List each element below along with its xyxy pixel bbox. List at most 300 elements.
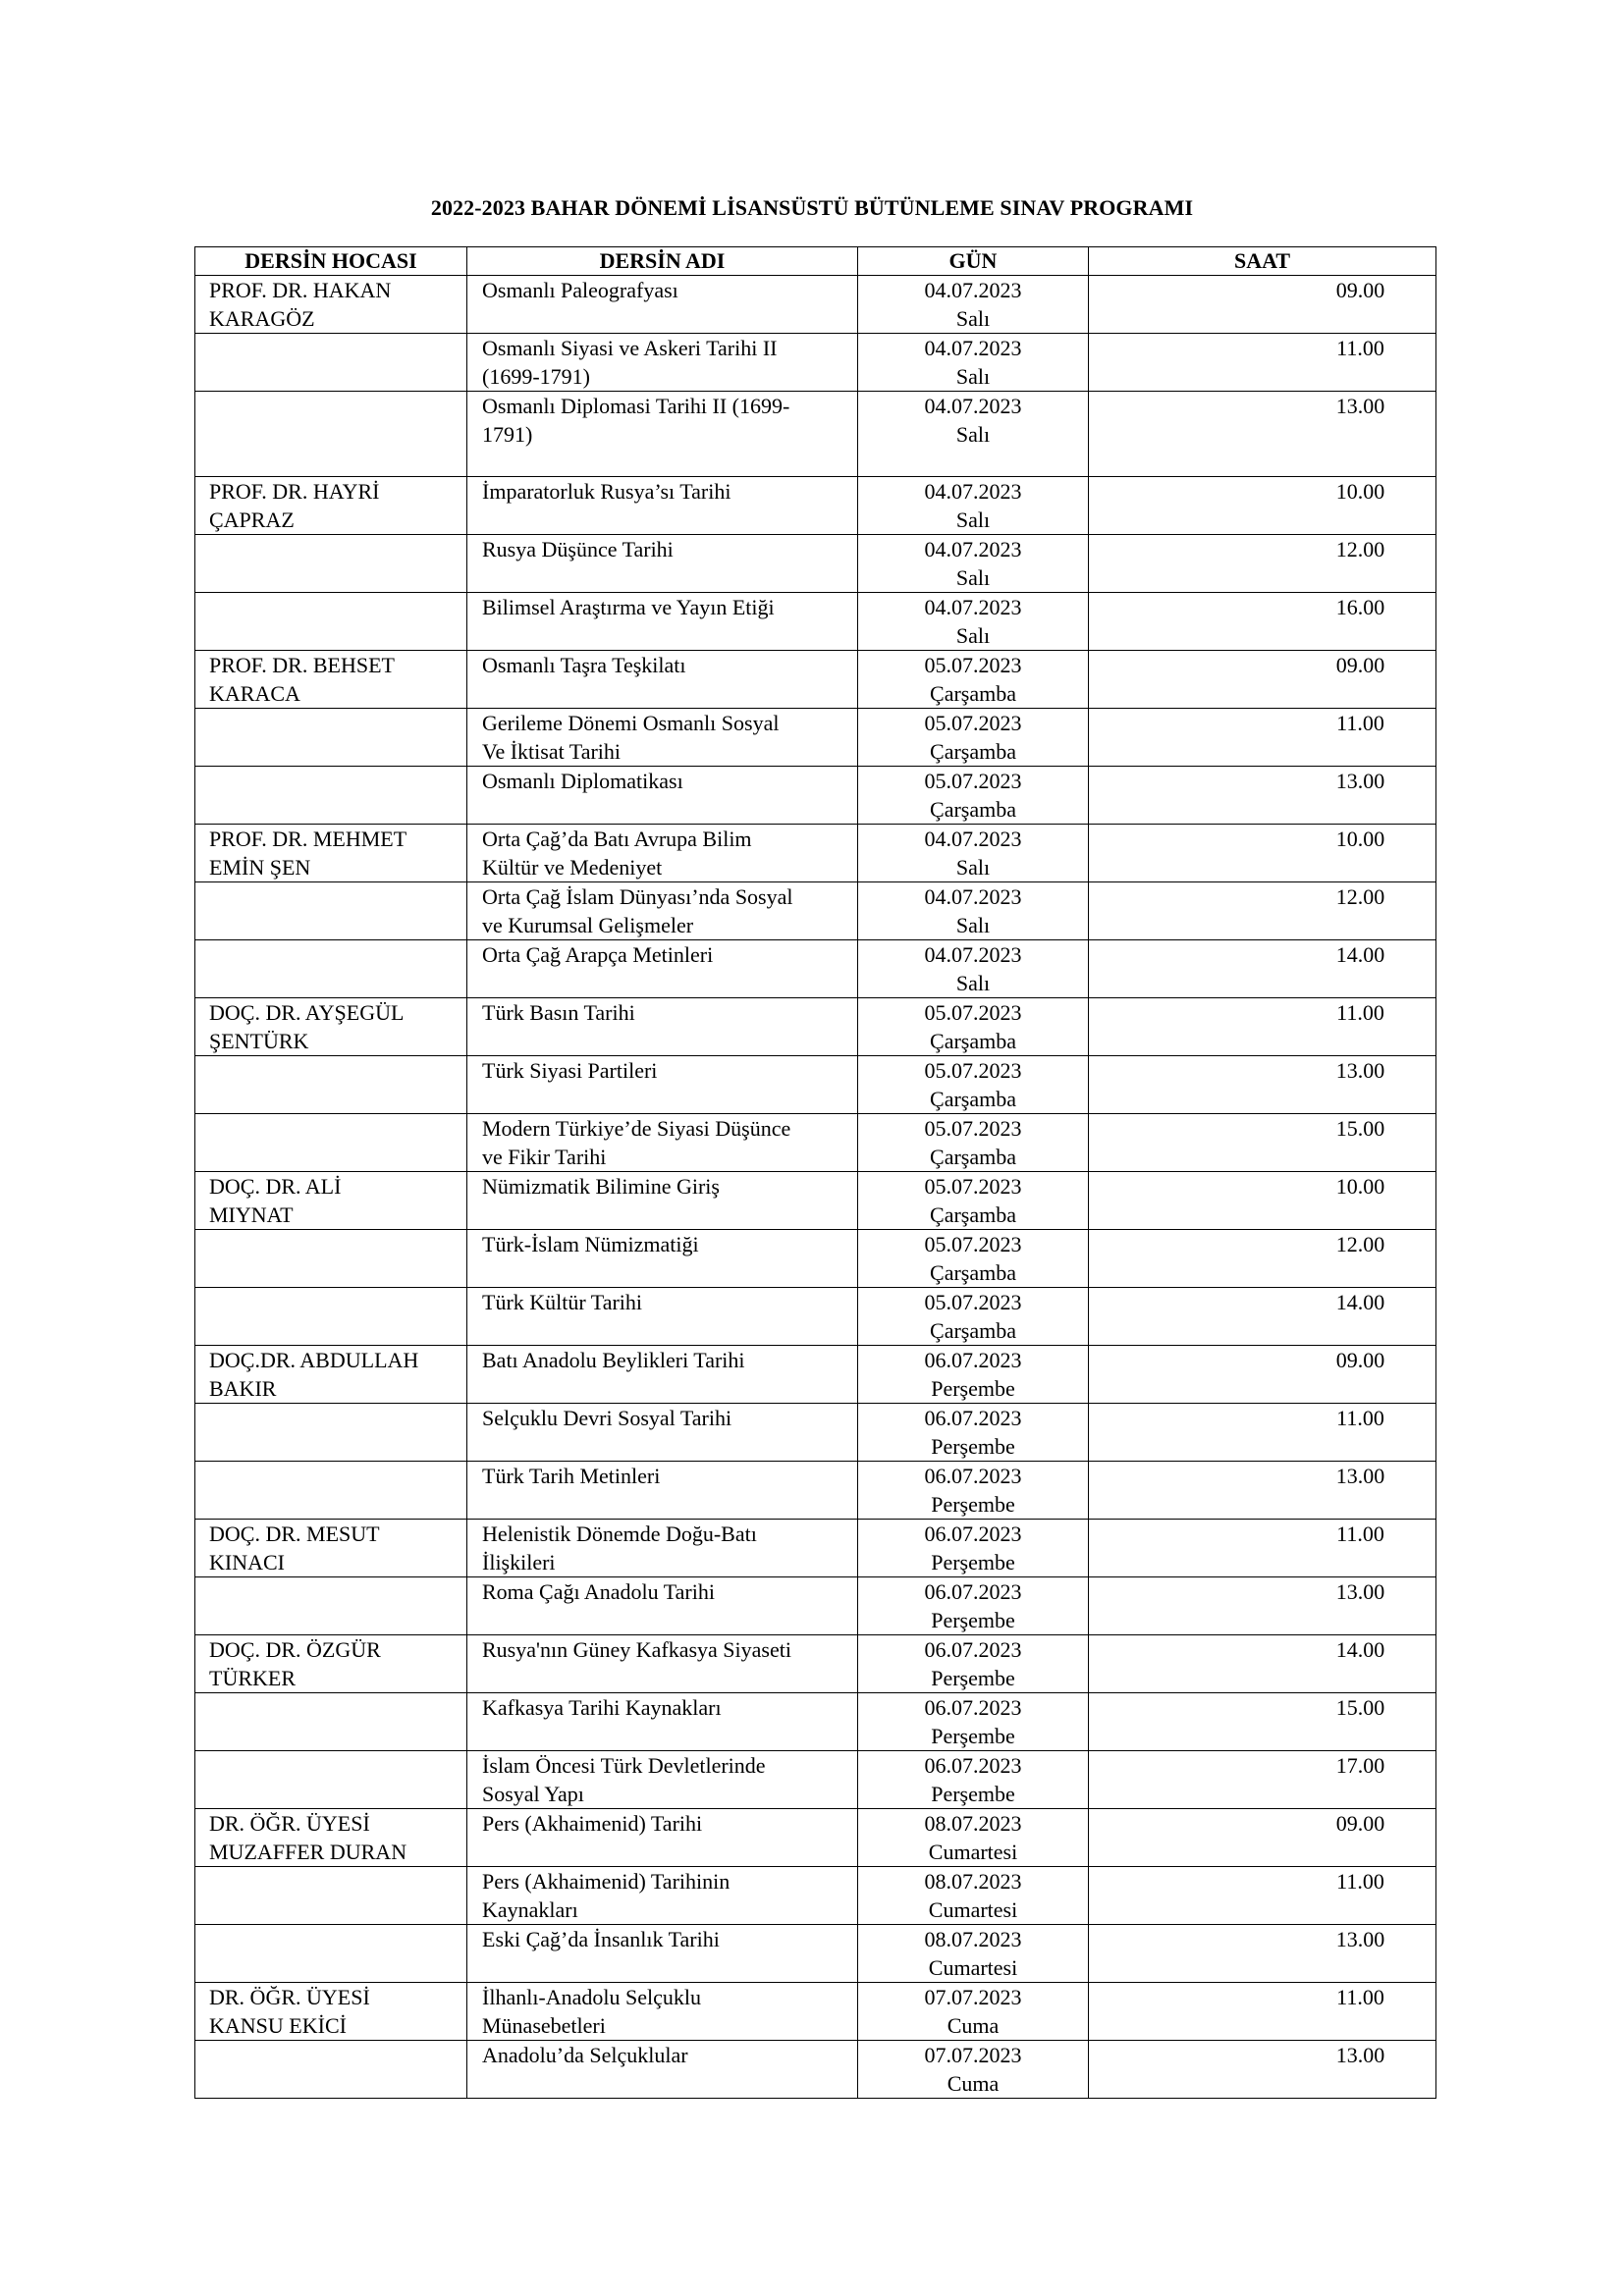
lecturer-name-line: DOÇ. DR. AYŞEGÜL <box>209 1000 405 1025</box>
exam-date: 06.07.2023 <box>924 1406 1022 1430</box>
exam-time: 13.00 <box>1335 1579 1385 1604</box>
exam-date: 08.07.2023 <box>924 1811 1022 1836</box>
time-cell <box>1089 477 1436 535</box>
exam-weekday: Perşembe <box>931 1376 1015 1401</box>
course-name-line: Anadolu’da Selçuklular <box>482 2043 688 2067</box>
exam-time: 13.00 <box>1335 394 1385 418</box>
lecturer-name-line: ÇAPRAZ <box>209 507 295 532</box>
time-cell <box>1089 1577 1436 1635</box>
exam-date: 06.07.2023 <box>924 1637 1022 1662</box>
exam-date: 08.07.2023 <box>924 1869 1022 1894</box>
page-title: 2022-2023 BAHAR DÖNEMİ LİSANSÜSTÜ BÜTÜNLEME SINAV PROGRAMI <box>430 195 1194 220</box>
table-header-row <box>195 247 1436 276</box>
lecturer-cell <box>195 1056 467 1114</box>
course-name-line: Kaynakları <box>482 1897 578 1922</box>
lecturer-cell <box>195 1751 467 1809</box>
exam-date: 06.07.2023 <box>924 1695 1022 1720</box>
lecturer-cell <box>195 535 467 593</box>
course-cell <box>467 392 858 477</box>
lecturer-name-line: KARACA <box>209 681 300 706</box>
exam-date: 06.07.2023 <box>924 1464 1022 1488</box>
course-name-line: Helenistik Dönemde Doğu-Batı <box>482 1522 757 1546</box>
course-cell <box>467 1288 858 1346</box>
exam-date: 06.07.2023 <box>924 1579 1022 1604</box>
exam-date: 05.07.2023 <box>924 711 1022 735</box>
time-cell <box>1089 535 1436 593</box>
course-name-line: Kafkasya Tarihi Kaynakları <box>482 1695 722 1720</box>
course-name-line: Gerileme Dönemi Osmanlı Sosyal <box>482 711 780 735</box>
day-cell <box>858 1462 1089 1520</box>
day-cell <box>858 1114 1089 1172</box>
exam-date: 04.07.2023 <box>924 479 1022 504</box>
time-cell <box>1089 1520 1436 1577</box>
exam-date: 04.07.2023 <box>924 537 1022 561</box>
time-cell <box>1089 392 1436 477</box>
exam-date: 05.07.2023 <box>924 1290 1022 1314</box>
exam-weekday: Çarşamba <box>930 1029 1016 1053</box>
exam-time: 11.00 <box>1336 1869 1384 1894</box>
course-cell <box>467 882 858 940</box>
course-cell <box>467 334 858 392</box>
lecturer-name-line: DOÇ. DR. ÖZGÜR <box>209 1637 381 1662</box>
course-name-line: Osmanlı Taşra Teşkilatı <box>482 653 686 677</box>
lecturer-cell <box>195 1346 467 1404</box>
course-cell <box>467 1635 858 1693</box>
course-cell <box>467 1462 858 1520</box>
day-cell <box>858 998 1089 1056</box>
time-cell <box>1089 1693 1436 1751</box>
exam-date: 05.07.2023 <box>924 1232 1022 1256</box>
exam-time: 12.00 <box>1335 1232 1385 1256</box>
exam-weekday: Çarşamba <box>930 1202 1016 1227</box>
exam-weekday: Cuma <box>947 2071 1000 2096</box>
time-cell <box>1089 2041 1436 2099</box>
day-cell <box>858 2041 1089 2099</box>
course-cell <box>467 825 858 882</box>
time-cell <box>1089 709 1436 767</box>
course-cell <box>467 1056 858 1114</box>
table-row <box>195 535 1436 593</box>
day-cell <box>858 1751 1089 1809</box>
course-cell <box>467 651 858 709</box>
lecturer-cell <box>195 1462 467 1520</box>
exam-weekday: Cumartesi <box>928 1897 1018 1922</box>
exam-time: 11.00 <box>1336 711 1384 735</box>
exam-weekday: Perşembe <box>931 1724 1015 1748</box>
exam-weekday: Salı <box>955 913 991 937</box>
course-name-line: Türk Basın Tarihi <box>482 1000 635 1025</box>
table-row <box>195 767 1436 825</box>
lecturer-name-line: DOÇ. DR. ALİ <box>209 1174 342 1199</box>
day-cell <box>858 1809 1089 1867</box>
course-name-line: Osmanlı Paleografyası <box>482 278 678 302</box>
day-cell <box>858 1925 1089 1983</box>
time-cell <box>1089 276 1436 334</box>
lecturer-name-line: BAKIR <box>209 1376 277 1401</box>
lecturer-cell <box>195 593 467 651</box>
course-cell <box>467 1809 858 1867</box>
course-cell <box>467 1520 858 1577</box>
table-row <box>195 1462 1436 1520</box>
lecturer-cell <box>195 825 467 882</box>
time-cell <box>1089 1114 1436 1172</box>
course-name-line: Roma Çağı Anadolu Tarihi <box>482 1579 715 1604</box>
exam-weekday: Salı <box>955 306 991 331</box>
exam-date: 04.07.2023 <box>924 595 1022 619</box>
exam-time: 13.00 <box>1335 769 1385 793</box>
course-name-line: İlhanlı-Anadolu Selçuklu <box>482 1985 702 2009</box>
time-cell <box>1089 1809 1436 1867</box>
lecturer-cell <box>195 1288 467 1346</box>
course-name-line: Orta Çağ Arapça Metinleri <box>482 942 714 967</box>
time-cell <box>1089 1462 1436 1520</box>
day-cell <box>858 334 1089 392</box>
exam-time: 15.00 <box>1335 1695 1385 1720</box>
course-name-line: Türk Tarih Metinleri <box>482 1464 661 1488</box>
table-body <box>195 276 1436 2099</box>
lecturer-cell <box>195 1404 467 1462</box>
day-cell <box>858 1693 1089 1751</box>
table-row <box>195 1577 1436 1635</box>
lecturer-cell <box>195 1693 467 1751</box>
exam-date: 04.07.2023 <box>924 942 1022 967</box>
exam-weekday: Cuma <box>947 2013 1000 2038</box>
course-name-line: Osmanlı Diplomatikası <box>482 769 683 793</box>
time-cell <box>1089 1172 1436 1230</box>
exam-time: 09.00 <box>1335 1811 1385 1836</box>
course-cell <box>467 276 858 334</box>
course-name-line: Eski Çağ’da İnsanlık Tarihi <box>482 1927 720 1951</box>
day-cell <box>858 1577 1089 1635</box>
exam-weekday: Çarşamba <box>930 1087 1016 1111</box>
time-cell <box>1089 767 1436 825</box>
exam-time: 11.00 <box>1336 1000 1384 1025</box>
course-name-line: Modern Türkiye’de Siyasi Düşünce <box>482 1116 791 1141</box>
day-cell <box>858 1867 1089 1925</box>
exam-weekday: Perşembe <box>931 1782 1015 1806</box>
exam-weekday: Salı <box>955 364 991 389</box>
header-lecturer: DERSİN HOCASI <box>195 247 467 276</box>
exam-time: 11.00 <box>1336 1406 1384 1430</box>
exam-date: 04.07.2023 <box>924 394 1022 418</box>
time-cell <box>1089 1404 1436 1462</box>
table-row <box>195 1635 1436 1693</box>
exam-date: 05.07.2023 <box>924 769 1022 793</box>
course-cell <box>467 2041 858 2099</box>
lecturer-cell <box>195 882 467 940</box>
day-cell <box>858 1172 1089 1230</box>
day-cell <box>858 767 1089 825</box>
table-row <box>195 392 1436 477</box>
header-day: GÜN <box>858 247 1089 276</box>
course-cell <box>467 1867 858 1925</box>
exam-time: 11.00 <box>1336 1522 1384 1546</box>
course-cell <box>467 1346 858 1404</box>
course-cell <box>467 593 858 651</box>
lecturer-name-line: DOÇ. DR. MESUT <box>209 1522 380 1546</box>
lecturer-cell <box>195 1520 467 1577</box>
course-name-line: İslam Öncesi Türk Devletlerinde <box>482 1753 766 1778</box>
course-name-line: Rusya'nın Güney Kafkasya Siyaseti <box>482 1637 791 1662</box>
exam-time: 17.00 <box>1335 1753 1385 1778</box>
course-name-line: Batı Anadolu Beylikleri Tarihi <box>482 1348 745 1372</box>
exam-time: 10.00 <box>1335 827 1385 851</box>
course-cell <box>467 940 858 998</box>
table-row <box>195 651 1436 709</box>
header-time: SAAT <box>1089 247 1436 276</box>
lecturer-name-line: KARAGÖZ <box>209 306 315 331</box>
course-name-line: Osmanlı Diplomasi Tarihi II (1699- <box>482 394 790 418</box>
day-cell <box>858 1230 1089 1288</box>
lecturer-cell <box>195 651 467 709</box>
lecturer-cell <box>195 1925 467 1983</box>
day-cell <box>858 477 1089 535</box>
time-cell <box>1089 1925 1436 1983</box>
time-cell <box>1089 882 1436 940</box>
course-cell <box>467 1172 858 1230</box>
course-name-line: Münasebetleri <box>482 2013 606 2038</box>
lecturer-cell <box>195 1867 467 1925</box>
course-name-line: Rusya Düşünce Tarihi <box>482 537 674 561</box>
course-name-line: Orta Çağ’da Batı Avrupa Bilim <box>482 827 752 851</box>
exam-time: 12.00 <box>1335 884 1385 909</box>
time-cell <box>1089 1983 1436 2041</box>
course-name-line: 1791) <box>482 422 533 447</box>
exam-date: 06.07.2023 <box>924 1753 1022 1778</box>
lecturer-name-line: TÜRKER <box>209 1666 296 1690</box>
table-row <box>195 1751 1436 1809</box>
exam-weekday: Çarşamba <box>930 1318 1016 1343</box>
exam-date: 04.07.2023 <box>924 884 1022 909</box>
course-cell <box>467 767 858 825</box>
exam-weekday: Salı <box>955 971 991 995</box>
exam-time: 09.00 <box>1335 278 1385 302</box>
table-row <box>195 2041 1436 2099</box>
lecturer-name-line: PROF. DR. BEHSET <box>209 653 395 677</box>
lecturer-cell <box>195 998 467 1056</box>
day-cell <box>858 940 1089 998</box>
course-name-line: Türk Siyasi Partileri <box>482 1058 658 1083</box>
exam-date: 05.07.2023 <box>924 1116 1022 1141</box>
table-row <box>195 1520 1436 1577</box>
exam-date: 05.07.2023 <box>924 653 1022 677</box>
day-cell <box>858 1288 1089 1346</box>
exam-date: 05.07.2023 <box>924 1174 1022 1199</box>
course-name-line: Pers (Akhaimenid) Tarihinin <box>482 1869 731 1894</box>
table-row <box>195 1056 1436 1114</box>
exam-time: 11.00 <box>1336 1985 1384 2009</box>
course-cell <box>467 1693 858 1751</box>
exam-time: 13.00 <box>1335 1058 1385 1083</box>
lecturer-cell <box>195 2041 467 2099</box>
lecturer-name-line: PROF. DR. MEHMET <box>209 827 407 851</box>
day-cell <box>858 1520 1089 1577</box>
lecturer-name-line: PROF. DR. HAYRİ <box>209 479 380 504</box>
table-row <box>195 1809 1436 1867</box>
time-cell <box>1089 1230 1436 1288</box>
table-row <box>195 1230 1436 1288</box>
course-name-line: ve Fikir Tarihi <box>482 1145 607 1169</box>
table-row <box>195 1925 1436 1983</box>
exam-time: 13.00 <box>1335 2043 1385 2067</box>
exam-time: 14.00 <box>1335 1290 1385 1314</box>
table-row <box>195 477 1436 535</box>
day-cell <box>858 651 1089 709</box>
exam-time: 09.00 <box>1335 653 1385 677</box>
table-row <box>195 593 1436 651</box>
lecturer-cell <box>195 767 467 825</box>
table-row <box>195 1288 1436 1346</box>
exam-date: 06.07.2023 <box>924 1348 1022 1372</box>
exam-weekday: Perşembe <box>931 1608 1015 1632</box>
day-cell <box>858 1056 1089 1114</box>
lecturer-name-line: MIYNAT <box>209 1202 294 1227</box>
lecturer-name-line: EMİN ŞEN <box>209 855 311 880</box>
exam-date: 08.07.2023 <box>924 1927 1022 1951</box>
day-cell <box>858 1983 1089 2041</box>
lecturer-name-line: ŞENTÜRK <box>209 1029 309 1053</box>
exam-date: 04.07.2023 <box>924 336 1022 360</box>
course-cell <box>467 709 858 767</box>
day-cell <box>858 593 1089 651</box>
course-name-line: Selçuklu Devri Sosyal Tarihi <box>482 1406 732 1430</box>
lecturer-cell <box>195 334 467 392</box>
exam-weekday: Perşembe <box>931 1550 1015 1575</box>
day-cell <box>858 1346 1089 1404</box>
course-cell <box>467 535 858 593</box>
course-cell <box>467 1230 858 1288</box>
lecturer-cell <box>195 1983 467 2041</box>
lecturer-cell <box>195 1114 467 1172</box>
exam-weekday: Çarşamba <box>930 681 1016 706</box>
day-cell <box>858 709 1089 767</box>
time-cell <box>1089 651 1436 709</box>
course-name-line: Osmanlı Siyasi ve Askeri Tarihi II <box>482 336 778 360</box>
course-cell <box>467 998 858 1056</box>
course-name-line: Pers (Akhaimenid) Tarihi <box>482 1811 703 1836</box>
exam-time: 14.00 <box>1335 942 1385 967</box>
exam-weekday: Salı <box>955 565 991 590</box>
exam-weekday: Salı <box>955 855 991 880</box>
exam-weekday: Çarşamba <box>930 739 1016 764</box>
exam-weekday: Salı <box>955 422 991 447</box>
course-name-line: İmparatorluk Rusya’sı Tarihi <box>482 479 731 504</box>
table-row <box>195 940 1436 998</box>
day-cell <box>858 825 1089 882</box>
time-cell <box>1089 1056 1436 1114</box>
exam-weekday: Çarşamba <box>930 797 1016 822</box>
lecturer-name-line: MUZAFFER DURAN <box>209 1840 407 1864</box>
time-cell <box>1089 1288 1436 1346</box>
time-cell <box>1089 1867 1436 1925</box>
table-row <box>195 825 1436 882</box>
exam-date: 07.07.2023 <box>924 1985 1022 2009</box>
exam-time: 10.00 <box>1335 479 1385 504</box>
day-cell <box>858 1635 1089 1693</box>
course-cell <box>467 1577 858 1635</box>
course-cell <box>467 477 858 535</box>
course-name-line: İlişkileri <box>482 1550 556 1575</box>
exam-date: 07.07.2023 <box>924 2043 1022 2067</box>
table-row <box>195 1114 1436 1172</box>
course-name-line: Nümizmatik Bilimine Giriş <box>482 1174 720 1199</box>
course-name-line: Türk Kültür Tarihi <box>482 1290 643 1314</box>
time-cell <box>1089 825 1436 882</box>
header-course: DERSİN ADI <box>467 247 858 276</box>
lecturer-cell <box>195 276 467 334</box>
day-cell <box>858 1404 1089 1462</box>
course-name-line: Ve İktisat Tarihi <box>482 739 622 764</box>
exam-date: 04.07.2023 <box>924 278 1022 302</box>
exam-time: 14.00 <box>1335 1637 1385 1662</box>
lecturer-cell <box>195 477 467 535</box>
course-cell <box>467 1751 858 1809</box>
time-cell <box>1089 1635 1436 1693</box>
exam-time: 12.00 <box>1335 537 1385 561</box>
course-name-line: Orta Çağ İslam Dünyası’nda Sosyal <box>482 884 793 909</box>
lecturer-cell <box>195 940 467 998</box>
exam-time: 10.00 <box>1335 1174 1385 1199</box>
course-cell <box>467 1925 858 1983</box>
exam-date: 05.07.2023 <box>924 1000 1022 1025</box>
lecturer-cell <box>195 1230 467 1288</box>
lecturer-cell <box>195 1809 467 1867</box>
exam-date: 05.07.2023 <box>924 1058 1022 1083</box>
course-cell <box>467 1983 858 2041</box>
lecturer-name-line: KINACI <box>209 1550 285 1575</box>
lecturer-cell <box>195 1577 467 1635</box>
exam-time: 16.00 <box>1335 595 1385 619</box>
lecturer-name-line: DR. ÖĞR. ÜYESİ <box>209 1811 370 1836</box>
exam-weekday: Cumartesi <box>928 1955 1018 1980</box>
course-name-line: Kültür ve Medeniyet <box>482 855 663 880</box>
day-cell <box>858 276 1089 334</box>
exam-date: 04.07.2023 <box>924 827 1022 851</box>
table-row <box>195 1346 1436 1404</box>
time-cell <box>1089 1751 1436 1809</box>
course-name-line: Sosyal Yapı <box>482 1782 584 1806</box>
time-cell <box>1089 1346 1436 1404</box>
course-name-line: Türk-İslam Nümizmatiği <box>482 1232 699 1256</box>
exam-weekday: Çarşamba <box>930 1260 1016 1285</box>
lecturer-name-line: DOÇ.DR. ABDULLAH <box>209 1348 419 1372</box>
table-row <box>195 1404 1436 1462</box>
lecturer-cell <box>195 1635 467 1693</box>
exam-date: 06.07.2023 <box>924 1522 1022 1546</box>
day-cell <box>858 392 1089 477</box>
table-row <box>195 882 1436 940</box>
course-name-line: Bilimsel Araştırma ve Yayın Etiği <box>482 595 775 619</box>
table-row <box>195 1693 1436 1751</box>
lecturer-name-line: KANSU EKİCİ <box>209 2013 347 2038</box>
exam-weekday: Çarşamba <box>930 1145 1016 1169</box>
exam-weekday: Salı <box>955 507 991 532</box>
lecturer-name-line: DR. ÖĞR. ÜYESİ <box>209 1985 370 2009</box>
time-cell <box>1089 998 1436 1056</box>
table-row <box>195 334 1436 392</box>
day-cell <box>858 882 1089 940</box>
exam-time: 11.00 <box>1336 336 1384 360</box>
course-cell <box>467 1404 858 1462</box>
table-row <box>195 998 1436 1056</box>
time-cell <box>1089 593 1436 651</box>
lecturer-cell <box>195 392 467 477</box>
exam-weekday: Perşembe <box>931 1666 1015 1690</box>
table-row <box>195 1172 1436 1230</box>
exam-time: 13.00 <box>1335 1927 1385 1951</box>
time-cell <box>1089 940 1436 998</box>
lecturer-name-line: PROF. DR. HAKAN <box>209 278 392 302</box>
